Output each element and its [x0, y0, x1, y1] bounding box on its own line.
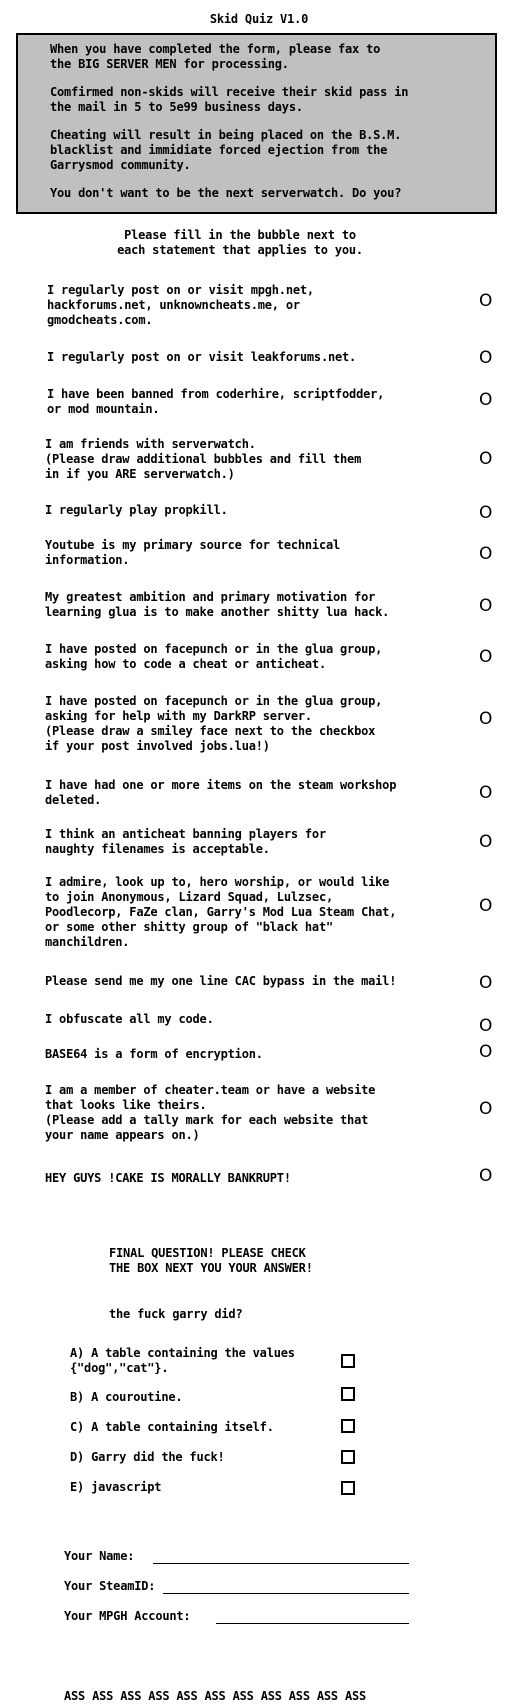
instructions: Please fill in the bubble next to each statement that applies to you.	[117, 228, 363, 257]
option-checkbox[interactable]	[341, 1354, 355, 1368]
answer-bubble[interactable]: O	[479, 449, 493, 469]
question-text: My greatest ambition and primary motivation for learning glua is to make another shitty lua hack.	[45, 590, 390, 619]
answer-bubble[interactable]: O	[479, 596, 493, 616]
answer-bubble[interactable]: O	[479, 503, 493, 523]
answer-bubble[interactable]: O	[479, 291, 493, 311]
notice-paragraph: You don't want to be the next serverwatch. Do you?	[50, 186, 402, 200]
question-text: I am friends with serverwatch. (Please draw additional bubbles and fill them in if you ARE serverwatch.)	[45, 437, 362, 481]
answer-bubble[interactable]: O	[479, 1166, 493, 1186]
option-label: B) A couroutine.	[70, 1390, 183, 1404]
answer-bubble[interactable]: O	[479, 783, 493, 803]
quiz-title: Skid Quiz V1.0	[209, 12, 309, 26]
option-label: D) Garry did the fuck!	[70, 1450, 225, 1464]
answer-bubble[interactable]: O	[479, 709, 493, 729]
name-field[interactable]	[153, 1563, 409, 1564]
notice-paragraph: Comfirmed non-skids will receive their skid pass in the mail in 5 to 5e99 business days.	[50, 85, 409, 114]
question-text: I regularly post on or visit leakforums.net.	[47, 350, 357, 364]
question-text: I regularly post on or visit mpgh.net, hackforums.net, unknowncheats.me, or gmodcheats.com.	[47, 283, 314, 327]
steamid-label: Your SteamID:	[64, 1579, 156, 1593]
answer-bubble[interactable]: O	[479, 1042, 493, 1062]
question-text: I regularly play propkill.	[45, 503, 228, 517]
question-text: I think an anticheat banning players for naughty filenames is acceptable.	[45, 827, 326, 856]
option-label: A) A table containing the values {"dog","cat"}.	[70, 1346, 295, 1375]
final-question: the fuck garry did?	[109, 1307, 243, 1321]
answer-bubble[interactable]: O	[479, 348, 493, 368]
answer-bubble[interactable]: O	[479, 973, 493, 993]
question-text: I have had one or more items on the steam workshop deleted.	[45, 778, 397, 807]
question-text: I am a member of cheater.team or have a website that looks like theirs. (Please add a tally mark for each website that your name appears on.)	[45, 1083, 376, 1142]
question-text: Youtube is my primary source for technical information.	[45, 538, 341, 567]
notice-box	[16, 33, 497, 214]
answer-bubble[interactable]: O	[479, 832, 493, 852]
answer-bubble[interactable]: O	[479, 647, 493, 667]
option-label: E) javascript	[70, 1480, 162, 1494]
answer-bubble[interactable]: O	[479, 544, 493, 564]
option-checkbox[interactable]	[341, 1387, 355, 1401]
question-text: I have been banned from coderhire, scriptfodder, or mod mountain.	[47, 387, 385, 416]
option-label: C) A table containing itself.	[70, 1420, 274, 1434]
question-text: I admire, look up to, hero worship, or would like to join Anonymous, Lizard Squad, Lulzsec, Poodlecorp, FaZe clan, Garry's Mod Lua Steam Chat, or some other shitty group of "black hat" manchildren.	[45, 875, 397, 949]
option-checkbox[interactable]	[341, 1419, 355, 1433]
footer-text: ASS ASS ASS ASS ASS ASS ASS ASS ASS ASS ASS	[64, 1689, 367, 1703]
question-text: BASE64 is a form of encryption.	[45, 1047, 263, 1061]
question-text: I obfuscate all my code.	[45, 1012, 214, 1026]
option-checkbox[interactable]	[341, 1450, 355, 1464]
answer-bubble[interactable]: O	[479, 896, 493, 916]
notice-paragraph: When you have completed the form, please fax to the BIG SERVER MEN for processing.	[50, 42, 381, 71]
answer-bubble[interactable]: O	[479, 390, 493, 410]
question-text: Please send me my one line CAC bypass in the mail!	[45, 974, 397, 988]
question-text: I have posted on facepunch or in the glua group, asking how to code a cheat or anticheat.	[45, 642, 383, 671]
question-text: HEY GUYS !CAKE IS MORALLY BANKRUPT!	[45, 1171, 291, 1185]
question-text: I have posted on facepunch or in the glua group, asking for help with my DarkRP server. (Please draw a smiley face next to the checkbox if your post involved jobs.lua!)	[45, 694, 383, 753]
mpgh-account-label: Your MPGH Account:	[64, 1609, 191, 1623]
option-checkbox[interactable]	[341, 1481, 355, 1495]
mpgh-account-field[interactable]	[216, 1623, 409, 1624]
notice-paragraph: Cheating will result in being placed on the B.S.M. blacklist and immidiate forced ejection from the Garrysmod community.	[50, 128, 402, 172]
steamid-field[interactable]	[163, 1593, 409, 1594]
answer-bubble[interactable]: O	[479, 1016, 493, 1036]
answer-bubble[interactable]: O	[479, 1099, 493, 1119]
final-question-header: FINAL QUESTION! PLEASE CHECK THE BOX NEXT YOU YOUR ANSWER!	[109, 1246, 313, 1275]
name-label: Your Name:	[64, 1549, 135, 1563]
